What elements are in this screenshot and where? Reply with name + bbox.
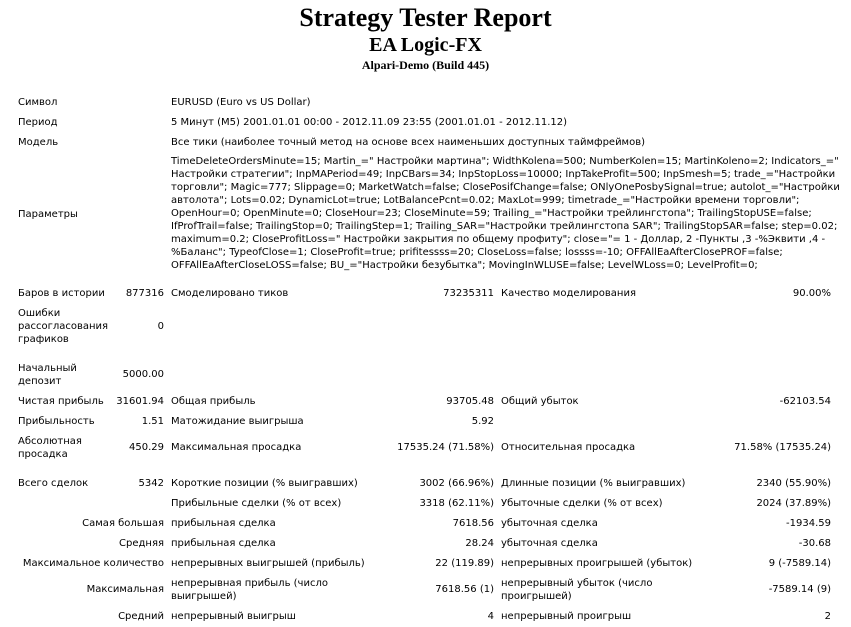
rel-dd-value: 71.58% (17535.24) bbox=[734, 442, 831, 453]
max-cons-profit-label-line: непрерывная прибыль (число bbox=[171, 578, 328, 589]
largest-profit-value: 7618.56 bbox=[452, 518, 494, 529]
ticks-value: 73235311 bbox=[443, 288, 494, 299]
largest-label: Самая большая bbox=[82, 518, 164, 529]
model-label: Модель bbox=[18, 137, 59, 148]
deposit-label-line: Начальный bbox=[18, 363, 77, 374]
max-cons-profit-label-line: выигрышей) bbox=[171, 591, 237, 602]
rel-dd-label: Относительная просадка bbox=[501, 442, 636, 453]
total-trades-value: 5342 bbox=[138, 478, 164, 489]
profit-factor-label: Прибыльность bbox=[18, 416, 95, 427]
avg-label: Средний bbox=[118, 611, 164, 622]
deposit-value: 5000.00 bbox=[122, 369, 164, 380]
bars-label: Баров в истории bbox=[18, 288, 105, 299]
profit-factor-value: 1.51 bbox=[141, 416, 164, 427]
average-loss-value: -30.68 bbox=[798, 538, 831, 549]
gross-loss-label: Общий убыток bbox=[501, 396, 579, 407]
errors-label-line: графиков bbox=[18, 334, 69, 345]
average-profit-label: прибыльная сделка bbox=[171, 538, 276, 549]
short-positions-value: 3002 (66.96%) bbox=[419, 478, 494, 489]
bars-value: 877316 bbox=[125, 288, 164, 299]
period-value: 5 Минут (M5) 2001.01.01 00:00 - 2012.11.09 23:55 (2001.01.01 - 2012.11.12) bbox=[171, 117, 568, 128]
errors-value: 0 bbox=[157, 321, 164, 332]
params-label: Параметры bbox=[18, 209, 78, 220]
params-line: maximum=0.2; CloseProfitLoss=" Настройки закрытия по общему профиту"; close="= 1 - Доллар, 2 -Пункты ,3 -%Эквити ,4 - bbox=[171, 234, 826, 245]
period-label: Период bbox=[18, 117, 58, 128]
max-cons-profit-value: 7618.56 (1) bbox=[435, 584, 494, 595]
net-profit-label: Чистая прибыль bbox=[18, 396, 104, 407]
gross-profit-label: Общая прибыль bbox=[171, 396, 256, 407]
errors-label-line: Ошибки bbox=[18, 308, 61, 319]
params-line: Настройки стратегии"; InpMAPeriod=49; InpCBars=34; InpStopLoss=10000; InpTakeProfit=500; InpSmesh=5; trade_="Настройки bbox=[171, 169, 836, 180]
total-trades-label: Всего сделок bbox=[18, 478, 89, 489]
params-line: IfProfTrail=false; TrailingStop=0; TrailingStep=1; Trailing_SAR="Настройки трейлингстопа SAR"; TrailingStopSAR=false; step=0.02; bbox=[171, 221, 838, 232]
deposit-label-line: депозит bbox=[18, 376, 62, 387]
long-positions-value: 2340 (55.90%) bbox=[756, 478, 831, 489]
maximal-label: Максимальная bbox=[86, 584, 164, 595]
params-line: торговли"; Magic=777; Slippage=0; MarketWatch=false; ClosePosifChange=false; ONlyOnePosbySignal=true; autolot_="Настройки bbox=[171, 182, 840, 193]
params-line: %Баланс"; TypeofClose=1; CloseProfit=true; prifitessss=20; CloseLoss=false; lossss=-10; OFFAllEaAfterClosePROF=false; bbox=[171, 247, 783, 258]
average-profit-value: 28.24 bbox=[465, 538, 494, 549]
max-cons-losses-value: 9 (-7589.14) bbox=[768, 558, 831, 569]
expert-name: EA Logic-FX bbox=[369, 34, 482, 56]
symbol-value: EURUSD (Euro vs US Dollar) bbox=[171, 97, 311, 108]
loss-trades-label: Убыточные сделки (% от всех) bbox=[501, 498, 663, 509]
abs-dd-label-line: Абсолютная bbox=[18, 436, 82, 447]
largest-loss-value: -1934.59 bbox=[786, 518, 831, 529]
model-value: Все тики (наиболее точный метод на основе всех наименьших доступных таймфреймов) bbox=[171, 137, 646, 148]
max-cons-loss-label-line: непрерывный убыток (число bbox=[501, 578, 653, 589]
max-dd-label: Максимальная просадка bbox=[171, 442, 302, 453]
largest-profit-label: прибыльная сделка bbox=[171, 518, 276, 529]
gross-loss-value: -62103.54 bbox=[779, 396, 831, 407]
largest-loss-label: убыточная сделка bbox=[501, 518, 598, 529]
average-label: Средняя bbox=[119, 538, 164, 549]
loss-trades-value: 2024 (37.89%) bbox=[756, 498, 831, 509]
avg-cons-wins-label: непрерывный выигрыш bbox=[171, 611, 296, 622]
expected-payoff-label: Матожидание выигрыша bbox=[171, 416, 304, 427]
profit-trades-label: Прибыльные сделки (% от всех) bbox=[171, 498, 342, 509]
max-count-label: Максимальное количество bbox=[22, 558, 164, 569]
ticks-label: Смоделировано тиков bbox=[171, 288, 289, 299]
quality-label: Качество моделирования bbox=[501, 288, 636, 299]
server-name: Alpari-Demo (Build 445) bbox=[361, 58, 490, 72]
expected-payoff-value: 5.92 bbox=[471, 416, 494, 427]
profit-trades-value: 3318 (62.11%) bbox=[419, 498, 494, 509]
max-dd-value: 17535.24 (71.58%) bbox=[397, 442, 494, 453]
errors-label-line: рассогласования bbox=[18, 321, 109, 332]
average-loss-label: убыточная сделка bbox=[501, 538, 598, 549]
long-positions-label: Длинные позиции (% выигравших) bbox=[501, 478, 686, 489]
max-cons-wins-value: 22 (119.89) bbox=[435, 558, 494, 569]
max-cons-loss-value: -7589.14 (9) bbox=[768, 584, 831, 595]
params-line: автолота"; Lots=0.02; DynamicLot=true; LotBalancePcnt=0.02; MaxLot=999; timetrade_="Настройки времени торговли"; bbox=[171, 195, 800, 206]
abs-dd-value: 450.29 bbox=[129, 442, 164, 453]
report-title: Strategy Tester Report bbox=[299, 3, 552, 32]
params-line: TimeDeleteOrdersMinute=15; Martin_=" Настройки мартина"; WidthKolena=500; NumberKolen=15; MartinKoleno=2; Indicators_=" bbox=[171, 156, 839, 167]
avg-cons-losses-label: непрерывный проигрыш bbox=[501, 611, 632, 622]
avg-cons-wins-value: 4 bbox=[487, 611, 494, 622]
gross-profit-value: 93705.48 bbox=[446, 396, 494, 407]
params-line: OpenHour=0; OpenMinute=0; CloseHour=23; CloseMinute=59; Trailing_="Настройки трейлингстопа"; TrailingStopUSE=false; bbox=[171, 208, 812, 219]
max-cons-wins-label: непрерывных выигрышей (прибыль) bbox=[171, 558, 365, 569]
max-cons-losses-label: непрерывных проигрышей (убыток) bbox=[501, 558, 693, 569]
abs-dd-label-line: просадка bbox=[18, 449, 68, 460]
net-profit-value: 31601.94 bbox=[116, 396, 164, 407]
symbol-label: Символ bbox=[18, 97, 58, 108]
quality-value: 90.00% bbox=[792, 288, 831, 299]
avg-cons-losses-value: 2 bbox=[824, 611, 831, 622]
short-positions-label: Короткие позиции (% выигравших) bbox=[171, 478, 358, 489]
params-line: OFFAllEaAfterCloseLOSS=false; BU_="Настройки безубытка"; MovingInWLUSE=false; LevelWLoss=0; LevelProfit=0; bbox=[171, 260, 758, 271]
max-cons-loss-label-line: проигрышей) bbox=[501, 591, 572, 602]
